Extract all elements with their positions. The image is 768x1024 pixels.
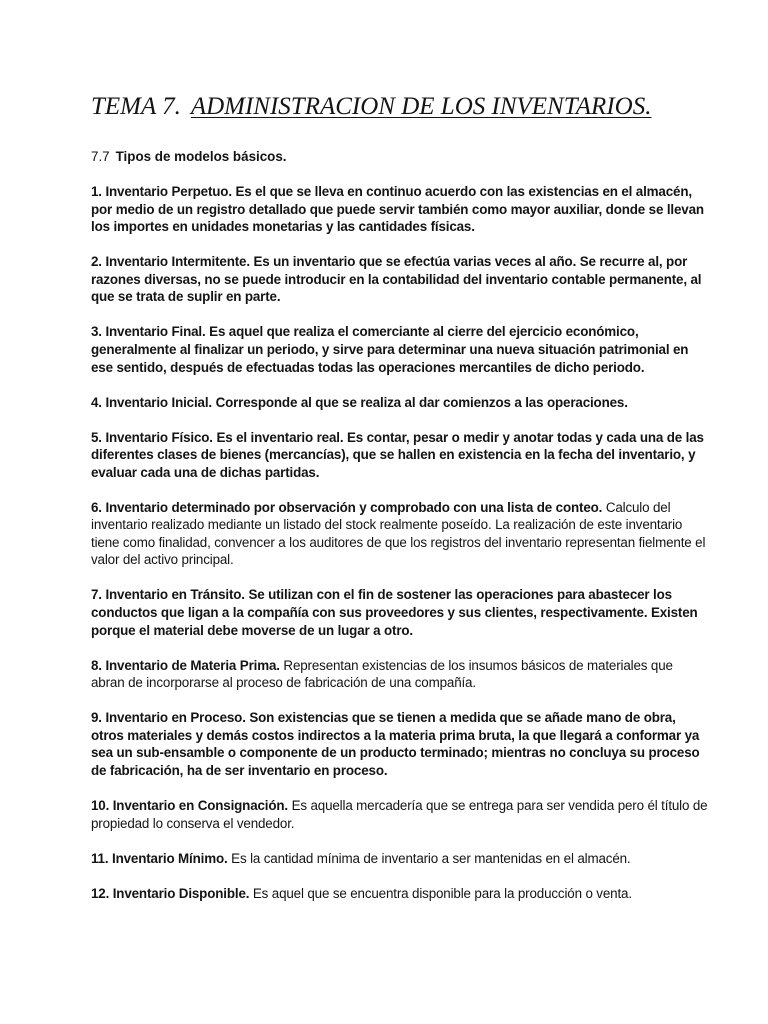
item-heading: 5. Inventario Físico. bbox=[91, 429, 213, 445]
item-description: Calculo del inventario realizado mediante un listado del stock realmente poseído. La realización de este inventario tiene como finalidad, convencer a los auditores de que los registros del inventario representan fielmente el valor del activo principal. bbox=[91, 499, 706, 568]
list-item bbox=[91, 850, 708, 868]
item-description: Se utilizan con el fin de sostener las operaciones para abastecer los conductos que ligan a la compañía con sus proveedores y sus clientes, respectivamente. Existen porque el material debe moverse de un lugar a otro. bbox=[91, 587, 698, 638]
section-title: Tipos de modelos básicos. bbox=[115, 149, 287, 164]
item-heading: 4. Inventario Inicial. bbox=[91, 394, 212, 410]
item-description: Es un inventario que se efectúa varias veces al año. Se recurre al, por razones diversas, no se puede introducir en la contabilidad del inventario contable permanente, al que se trata de suplir en parte. bbox=[91, 254, 702, 305]
list-item bbox=[91, 499, 708, 569]
list-item bbox=[91, 323, 708, 376]
item-description: Es aquella mercadería que se entrega para ser vendida pero él título de propiedad lo conserva el vendedor. bbox=[91, 797, 708, 831]
item-heading: 2. Inventario Intermitente. bbox=[91, 254, 250, 270]
item-description: Son existencias que se tienen a medida que se añade mano de obra, otros materiales y demás costos indirectos a la materia prima bruta, la que llegará a conformar ya sea un sub-ensamble o componente de un producto terminado; mientras no concluya su proceso de fabricación, ha de ser inventario en proceso. bbox=[91, 710, 700, 778]
item-description: Es el que se lleva en continuo acuerdo con las existencias en el almacén, por medio de un registro detallado que puede servir también como mayor auxiliar, donde se llevan los importes en unidades monetarias y las cantidades físicas. bbox=[91, 184, 704, 235]
item-description: Es aquel que se encuentra disponible para la producción o venta. bbox=[252, 885, 632, 901]
item-heading: 12. Inventario Disponible. bbox=[91, 885, 250, 901]
list-item bbox=[91, 797, 708, 832]
item-heading: 8. Inventario de Materia Prima. bbox=[91, 657, 280, 673]
inventory-type-list bbox=[91, 183, 708, 902]
item-description: Es el inventario real. Es contar, pesar o medir y anotar todas y cada una de las diferentes clases de bienes (mercancías), que se hallen en existencia en la fecha del inventario, y evaluar cada una de dichas partidas. bbox=[91, 429, 704, 480]
item-heading: 1. Inventario Perpetuo. bbox=[91, 184, 232, 199]
list-item bbox=[91, 183, 708, 236]
item-heading: 6. Inventario determinado por observación y comprobado con una lista de conteo. bbox=[91, 499, 603, 515]
item-heading: 7. Inventario en Tránsito. bbox=[91, 587, 245, 603]
title-prefix: TEMA 7. bbox=[91, 93, 181, 120]
item-description: Corresponde al que se realiza al dar comienzos a las operaciones. bbox=[215, 394, 628, 410]
title-main: ADMINISTRACION DE LOS INVENTARIOS. bbox=[190, 93, 652, 120]
item-heading: 10. Inventario en Consignación. bbox=[91, 797, 288, 813]
list-item bbox=[91, 253, 708, 306]
item-description: Es la cantidad mínima de inventario a ser mantenidas en el almacén. bbox=[231, 850, 631, 866]
item-description: Es aquel que realiza el comerciante al cierre del ejercicio económico, generalmente al finalizar un periodo, y sirve para determinar una nueva situación patrimonial en ese sentido, después de efectuadas todas las operaciones mercantiles de dicho periodo. bbox=[91, 324, 689, 375]
list-item bbox=[91, 394, 708, 412]
item-heading: 11. Inventario Mínimo. bbox=[91, 850, 228, 866]
list-item bbox=[91, 429, 708, 482]
list-item bbox=[91, 885, 708, 903]
list-item bbox=[91, 709, 708, 779]
item-heading: 3. Inventario Final. bbox=[91, 324, 206, 340]
item-description: Representan existencias de los insumos básicos de materiales que abran de incorporarse al proceso de fabricación de una compañía. bbox=[91, 657, 673, 691]
list-item bbox=[91, 586, 708, 639]
page-title bbox=[91, 90, 708, 124]
item-heading: 9. Inventario en Proceso. bbox=[91, 710, 246, 726]
list-item bbox=[91, 657, 708, 692]
section-heading bbox=[91, 148, 708, 166]
section-number: 7.7 bbox=[91, 149, 110, 164]
